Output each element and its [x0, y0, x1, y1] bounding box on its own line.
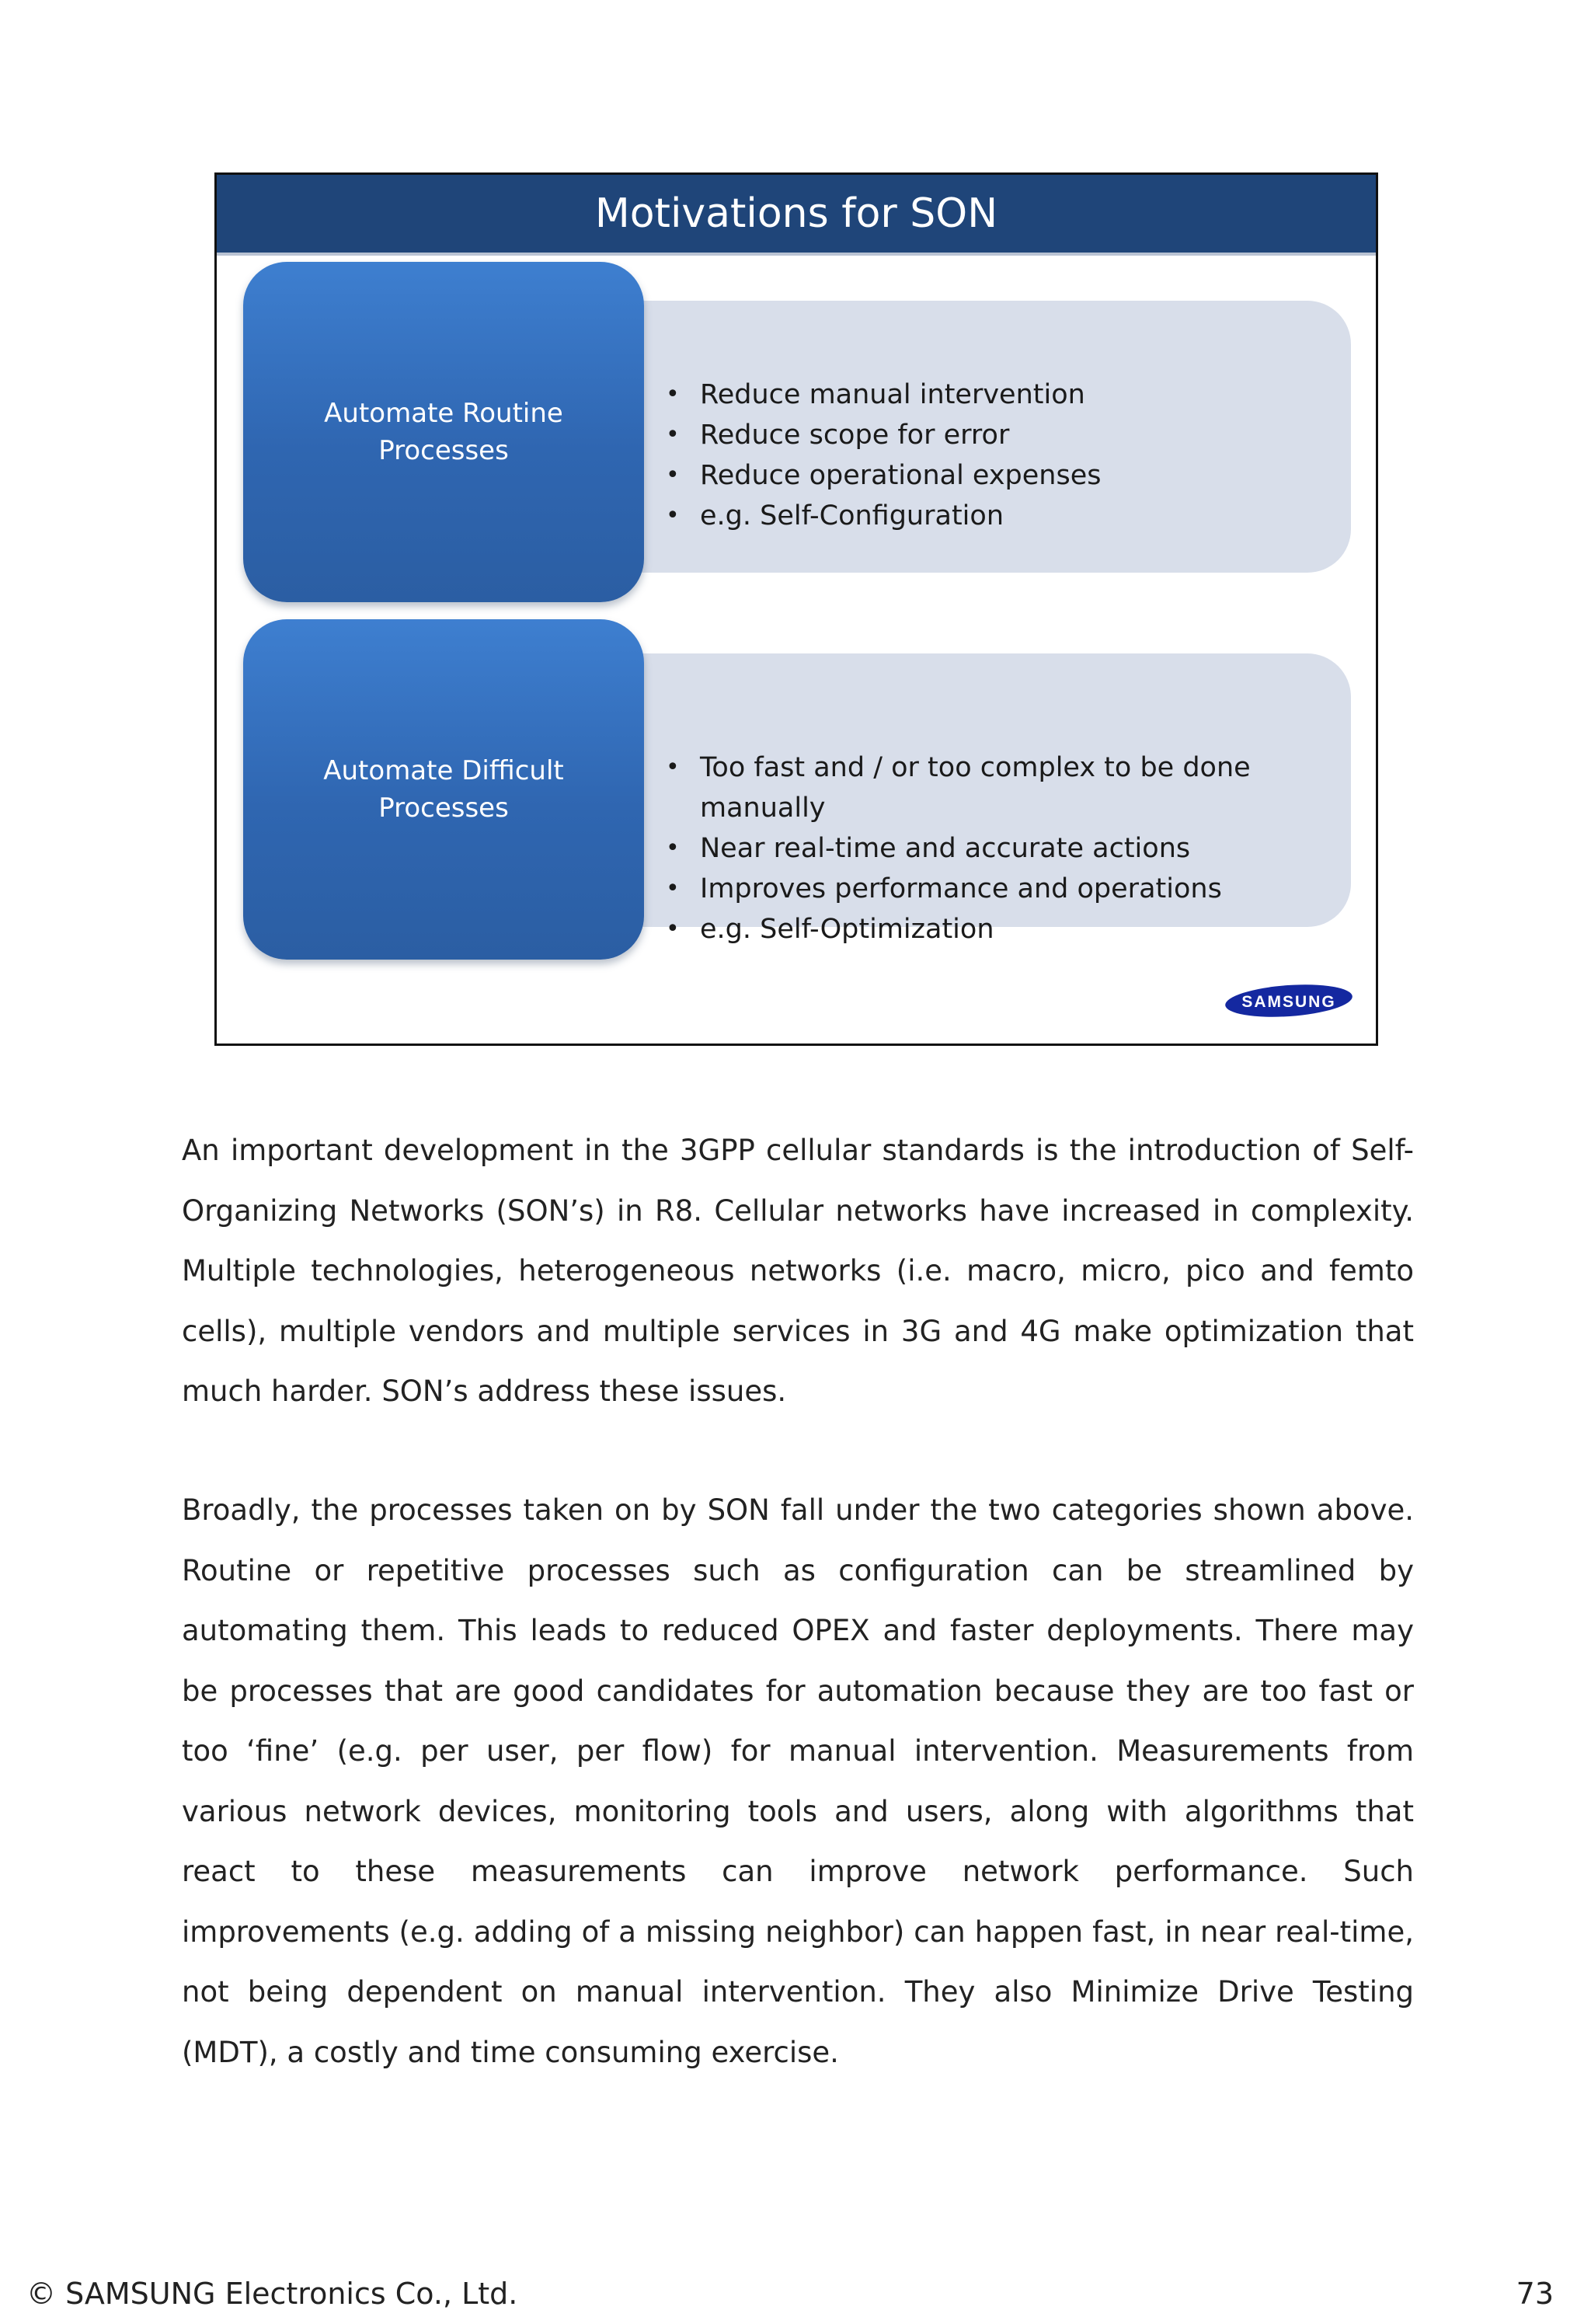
bullet-item: • Near real-time and accurate actions: [666, 828, 1290, 869]
bullet-dot: •: [666, 754, 680, 781]
bullet-dot: •: [666, 502, 680, 529]
bullet-item: • Improves performance and operations: [666, 869, 1290, 909]
bullet-dot: •: [666, 915, 680, 942]
bullet-dot: •: [666, 875, 680, 902]
bullet-item: • Reduce manual intervention: [666, 375, 1290, 415]
bullet-dot: •: [666, 462, 680, 489]
samsung-logo: [1224, 983, 1354, 1019]
bullet-item: • Reduce operational expenses: [666, 455, 1290, 496]
slide-figure: [214, 172, 1378, 1046]
category-label: Automate Difficult Processes: [323, 755, 564, 824]
bullet-list: [666, 375, 1290, 536]
category-box: [243, 262, 644, 602]
footer-copyright: © SAMSUNG Electronics Co., Ltd.: [26, 2277, 518, 2311]
bullet-item: • e.g. Self-Configuration: [666, 496, 1290, 536]
category-box: [243, 619, 644, 960]
body-paragraph: Broadly, the processes taken on by SON fall under the two categories shown above. Routine or repetitive processes such as configuration can be streamlined by automating them. This leads to reduced OPEX and faster deployments. There may be processes that are good candidates for automation because they are too fast or too ‘fine’ (e.g. per user, per flow) for manual intervention. Measurements from various network devices, monitoring tools and users, along with algorithms that react to these measurements can improve network performance. Such improvements (e.g. adding of a missing neighbor) can happen fast, in near real-time, not being dependent on manual intervention. They also Minimize Drive Testing (MDT), a costly and time consuming exercise.: [182, 1493, 1414, 2069]
body-paragraph: An important development in the 3GPP cellular standards is the introduction of Self-Organizing Networks (SON’s) in R8. Cellular networks have increased in complexity. Multiple technologies, heterogeneous networks (i.e. macro, micro, pico and femto cells), multiple vendors and multiple services in 3G and 4G make optimization that much harder. SON’s address these issues.: [182, 1134, 1414, 1408]
bullet-list: [666, 747, 1290, 949]
bullet-dot: •: [666, 834, 680, 862]
bullet-dot: •: [666, 381, 680, 408]
category-label: Automate Routine Processes: [324, 398, 563, 466]
bullet-item: • Too fast and / or too complex to be done manually: [666, 747, 1290, 828]
bullet-item: • Reduce scope for error: [666, 415, 1290, 455]
slide-title-bar: [217, 175, 1376, 256]
page-number: 73: [1516, 2277, 1554, 2311]
difficult-processes-row: [217, 619, 1376, 966]
slide-title: Motivations for SON: [594, 190, 998, 237]
bullet-dot: •: [666, 421, 680, 448]
samsung-logo-text: SAMSUNG: [1241, 993, 1336, 1011]
bullet-item: • e.g. Self-Optimization: [666, 909, 1290, 949]
routine-processes-row: [217, 262, 1376, 604]
